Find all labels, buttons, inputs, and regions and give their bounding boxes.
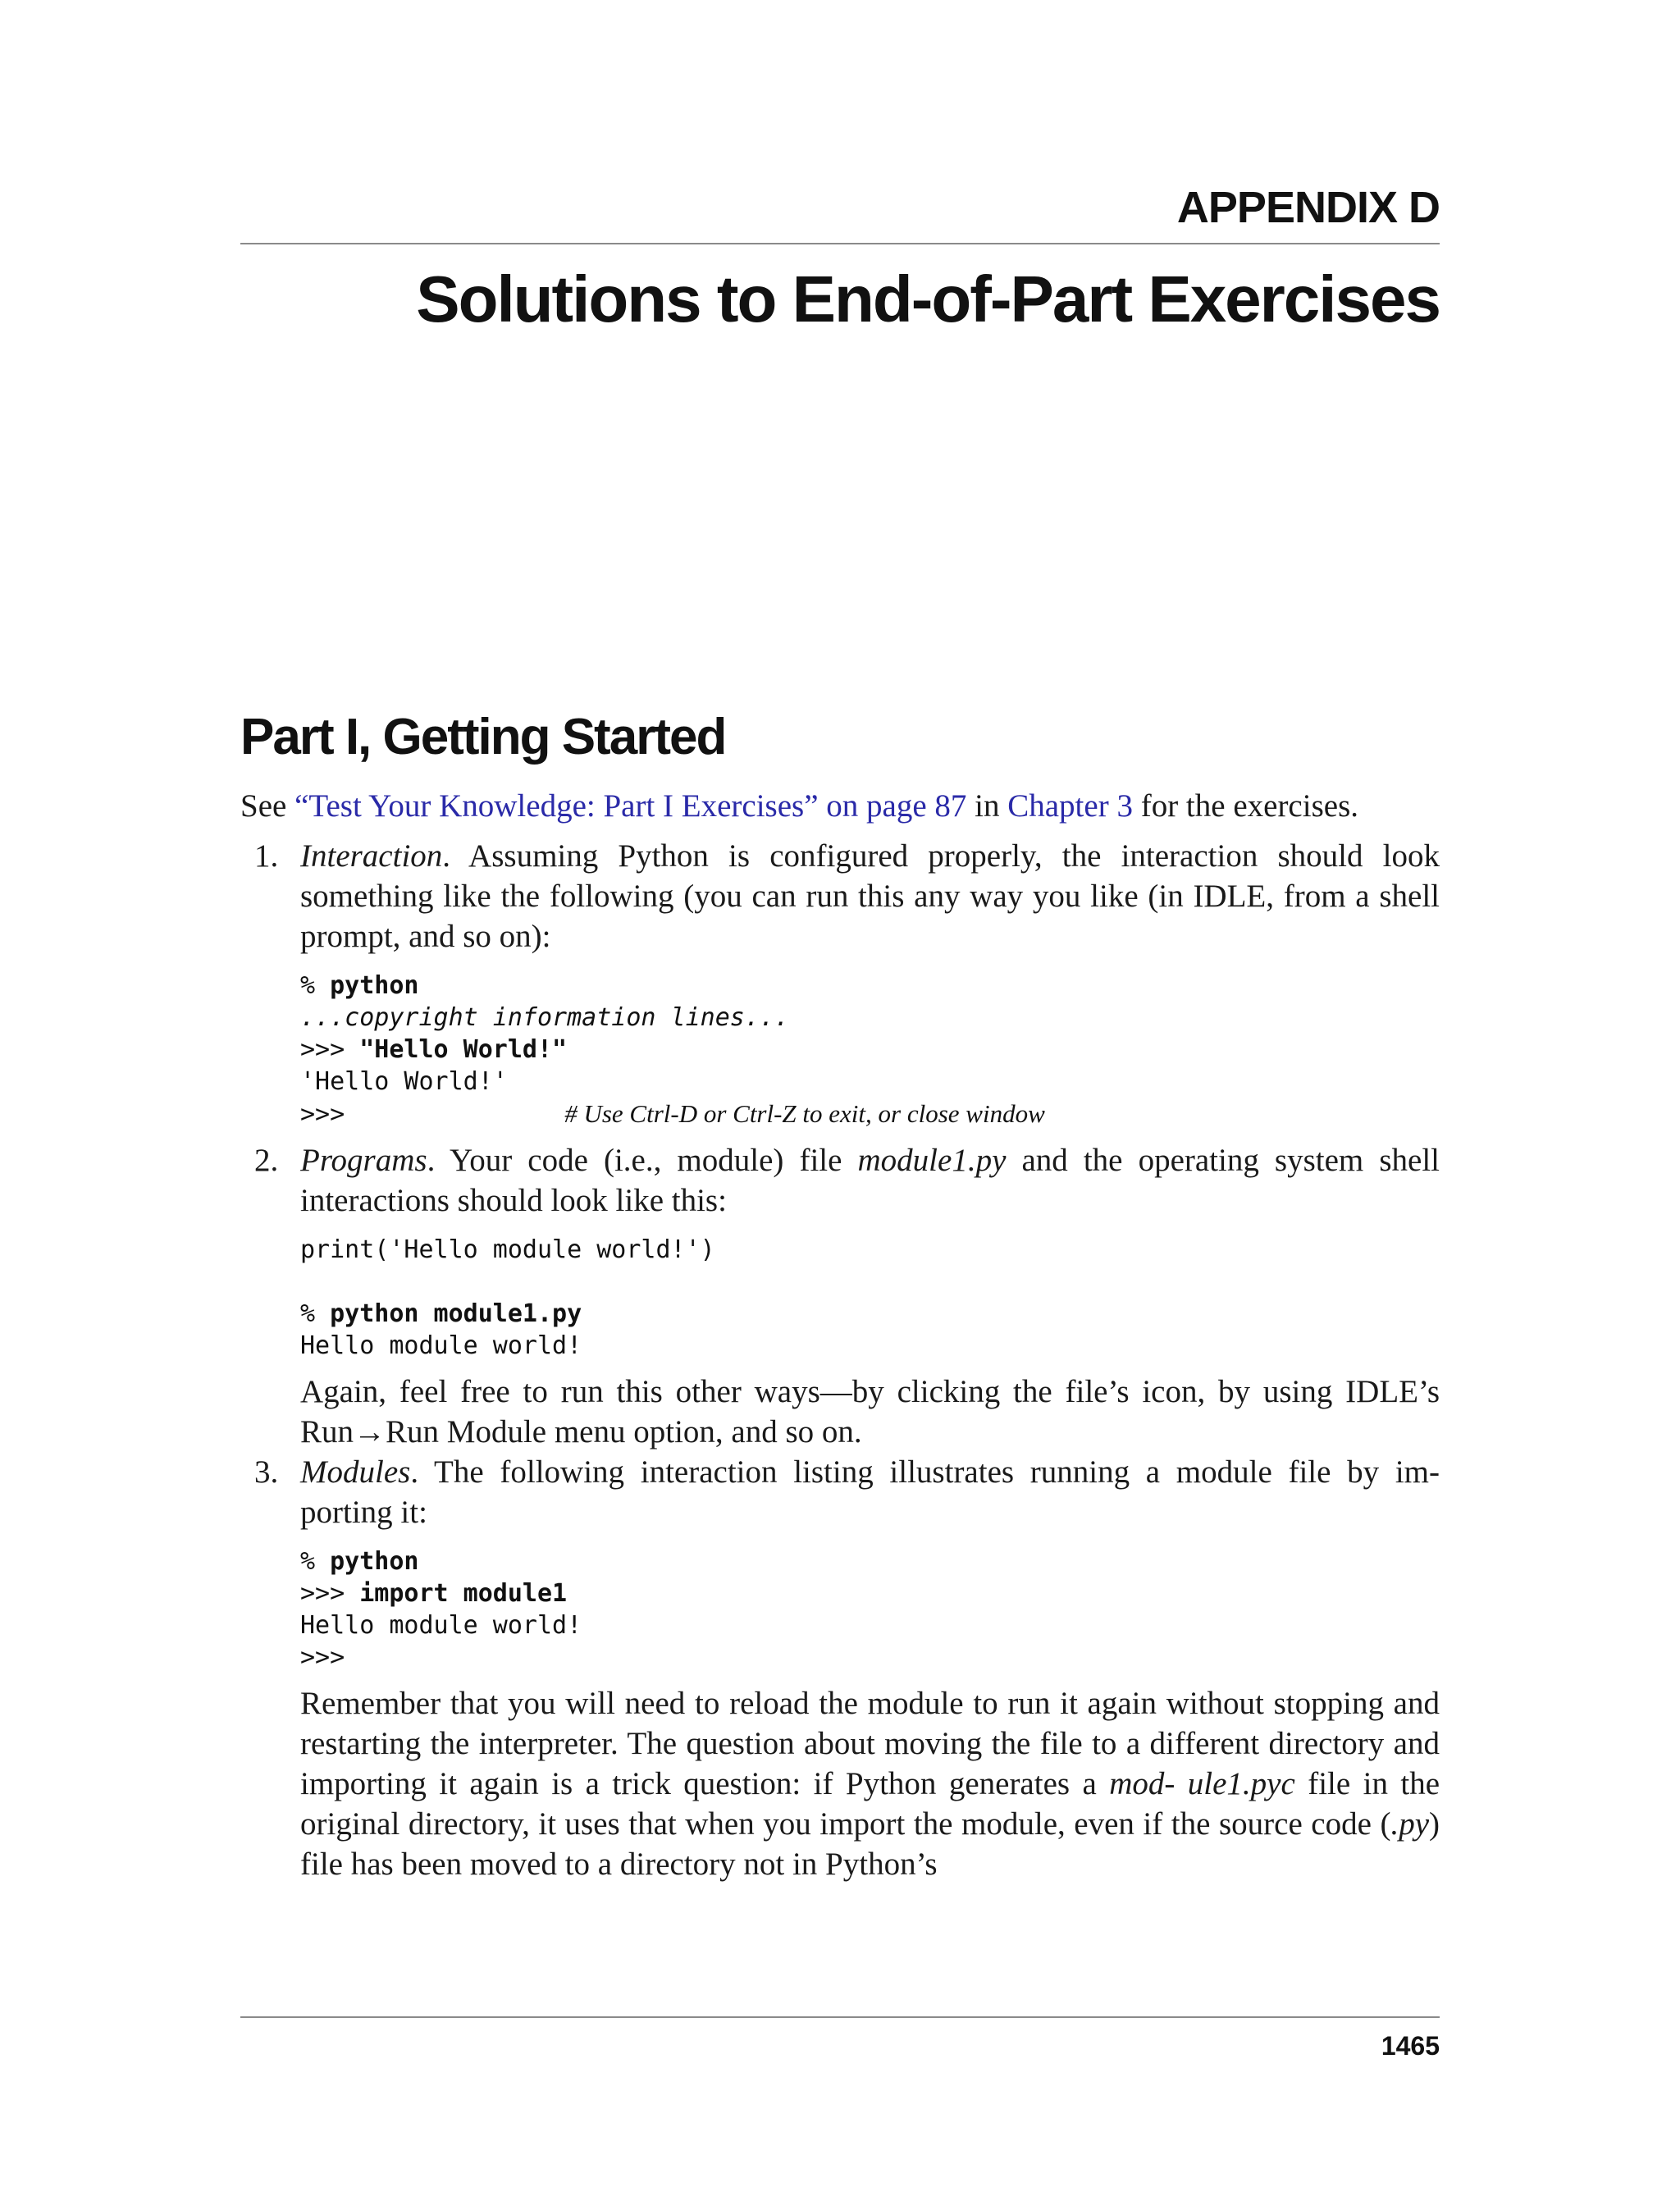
list-item-modules <box>240 1452 1440 1532</box>
item-body: . Your code (i.e., module) file <box>427 1143 858 1178</box>
item-body: Remember that you will need to reload the module to run it again without stopping and restarting the interpreter. The question about moving the file to a different directory and importing it again is a trick question: if Python generates a <box>300 1686 1440 1801</box>
code-source: print('Hello module world!') <box>300 1235 715 1264</box>
file-name: mod- ule1.pyc <box>1109 1766 1295 1801</box>
code-line <box>300 970 1440 1002</box>
appendix-label: APPENDIX D <box>1176 183 1440 232</box>
code-prefix: >>> <box>300 1035 360 1064</box>
code-output: 'Hello World!' <box>300 1067 508 1096</box>
code-block <box>300 970 1440 1130</box>
code-prefix: >>> <box>300 1100 345 1129</box>
code-line <box>300 1641 1440 1673</box>
item-body: ) file has been moved to a directory not in Python’s <box>300 1806 1440 1882</box>
exercises-link[interactable]: “Test Your Knowledge: Part I Exercises” on page 87 <box>294 788 967 824</box>
item-number: 2. <box>254 1143 279 1178</box>
code-block <box>300 1234 1440 1362</box>
code-line <box>300 1577 1440 1609</box>
list-item-programs <box>240 1140 1440 1221</box>
item-text <box>300 836 1440 956</box>
item-body: and the operating system shell interactions should look like this: <box>300 1143 1440 1218</box>
code-line <box>300 1098 1440 1130</box>
intro-in: in <box>966 788 1008 824</box>
intro-tail: for the exercises. <box>1132 788 1358 824</box>
chapter-title: Solutions to End-of-Part Exercises <box>416 262 1440 336</box>
code-output: >>> <box>300 1643 345 1672</box>
header-rule <box>240 243 1440 244</box>
code-line <box>300 1330 1440 1362</box>
code-block <box>300 1545 1440 1673</box>
item-text <box>300 1452 1440 1532</box>
code-line <box>300 1002 1440 1034</box>
code-input: python module1.py <box>330 1299 582 1328</box>
list-item-continuation <box>240 1683 1440 1884</box>
section-heading: Part I, Getting Started <box>240 709 726 765</box>
chapter-link[interactable]: Chapter 3 <box>1007 788 1133 824</box>
code-prefix: % <box>300 971 331 1000</box>
item-body: file in the original directory, it uses that when you import the module, even if the source code ( <box>300 1766 1440 1842</box>
item-after-text <box>300 1683 1440 1884</box>
code-prefix: % <box>300 1299 331 1328</box>
code-line <box>300 1066 1440 1098</box>
item-number: 3. <box>254 1454 279 1490</box>
code-output: ...copyright information lines... <box>300 1003 790 1032</box>
code-line <box>300 1545 1440 1577</box>
code-prefix: >>> <box>300 1579 360 1608</box>
item-after-text: Again, feel free to run this other ways—by clicking the file’s icon, by using IDLE’s Run→Run Module menu option, and so on. <box>300 1374 1440 1449</box>
code-output: Hello module world! <box>300 1611 582 1640</box>
code-line <box>300 1298 1440 1330</box>
item-body: . The following interaction listing illustrates running a module file by im- porting it: <box>300 1454 1440 1530</box>
code-line <box>300 1034 1440 1066</box>
code-line <box>300 1234 1440 1266</box>
intro-see: See <box>240 788 295 824</box>
page-number: 1465 <box>1381 2031 1440 2061</box>
item-number: 1. <box>254 838 279 874</box>
code-output: Hello module world! <box>300 1331 582 1360</box>
item-term: Interaction <box>300 838 443 874</box>
code-input: python <box>330 971 419 1000</box>
list-item-continuation <box>240 1372 1440 1452</box>
footer-rule <box>240 2016 1440 2018</box>
code-input: "Hello World!" <box>359 1035 568 1064</box>
code-input: import module1 <box>359 1579 568 1608</box>
item-term: Programs <box>300 1143 427 1178</box>
item-term: Modules <box>300 1454 411 1490</box>
file-extension: .py <box>1390 1806 1429 1842</box>
intro-paragraph <box>240 786 1440 826</box>
file-name: module1.py <box>857 1143 1007 1178</box>
code-comment: # Use Ctrl-D or Ctrl-Z to exit, or close window <box>564 1099 1045 1128</box>
code-prefix: % <box>300 1547 331 1576</box>
item-text <box>300 1140 1440 1221</box>
item-body: . Assuming Python is configured properly, the interaction should look something like the following (you can run this any way you like (in IDLE, from a shell prompt, and so on): <box>300 838 1440 954</box>
code-input: python <box>330 1547 419 1576</box>
list-item-interaction <box>240 836 1440 956</box>
code-line <box>300 1609 1440 1641</box>
body-text <box>240 786 1440 1884</box>
